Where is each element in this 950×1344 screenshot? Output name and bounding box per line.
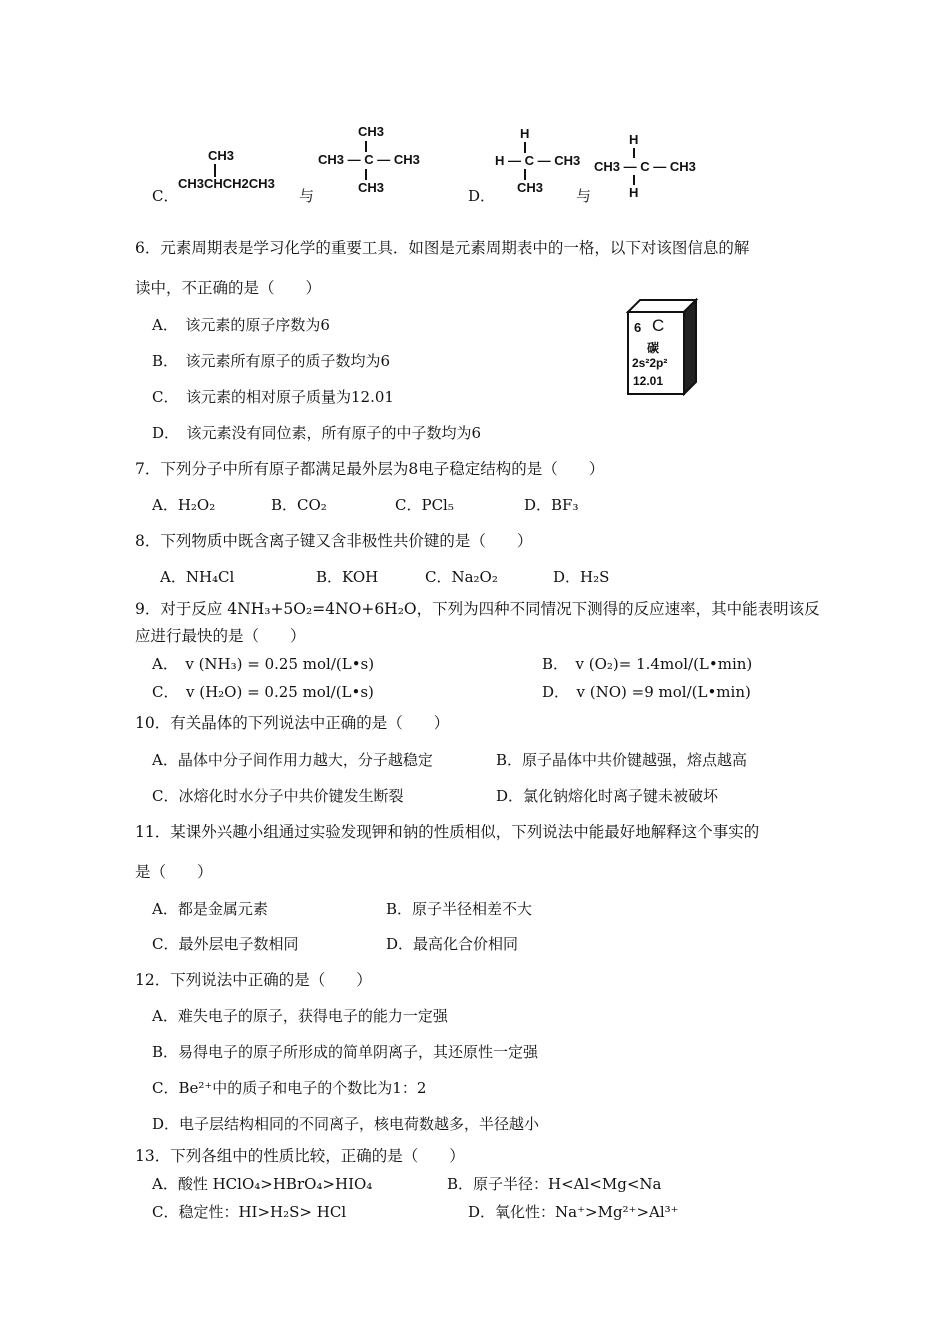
q11-option-a: A．都是金属元素 xyxy=(152,900,268,918)
cell-symbol: C xyxy=(652,316,665,335)
cell-electron-config: 2s²2p² xyxy=(632,356,668,370)
q8-option-c: C．Na₂O₂ xyxy=(425,568,498,586)
q13-option-b: B．原子半径：H<Al<Mg<Na xyxy=(447,1175,662,1193)
q12-option-d: D．电子层结构相同的不同离子，核电荷数越多，半径越小 xyxy=(152,1115,540,1133)
q13-option-c: C．稳定性：HI>H₂S> HCl xyxy=(152,1203,347,1221)
q6-stem-line2: 读中，不正确的是（ ） xyxy=(135,279,322,297)
q8-option-a: A．NH₄Cl xyxy=(160,568,235,586)
q5-c-right-bot: CH3 xyxy=(358,180,385,195)
cell-element-name: 碳 xyxy=(647,341,660,355)
cell-atomic-mass: 12.01 xyxy=(633,374,664,388)
q5-c-left-branch: CH3 xyxy=(208,148,235,163)
q6-option-a: A． 该元素的原子序数为6 xyxy=(152,316,330,334)
cell-atomic-number: 6 xyxy=(634,320,642,335)
q5-d-right-mid: CH3 — C — CH3 xyxy=(594,159,696,174)
q9-stem-line1: 9．对于反应 4NH₃+5O₂=4NO+6H₂O，下列为四种不同情况下测得的反应速率，其中能表明该反 xyxy=(135,600,820,618)
q7-option-d: D．BF₃ xyxy=(524,496,579,514)
q5-c-with: 与 xyxy=(299,187,315,205)
q13-option-a: A．酸性 HClO₄>HBrO₄>HIO₄ xyxy=(152,1175,373,1193)
q5-c-right-top: CH3 xyxy=(358,124,385,139)
q5-option-c-label: C． xyxy=(152,187,179,205)
q5-d-right-bot: H xyxy=(629,185,639,200)
q12-option-b: B．易得电子的原子所形成的简单阴离子，其还原性一定强 xyxy=(152,1043,539,1061)
q8-stem: 8．下列物质中既含离子键又含非极性共价键的是（ ） xyxy=(135,532,533,550)
q6-option-b: B． 该元素所有原子的质子数均为6 xyxy=(152,352,391,370)
q7-stem: 7．下列分子中所有原子都满足最外层为8电子稳定结构的是（ ） xyxy=(135,460,605,478)
q5-c-left-structure xyxy=(178,148,298,198)
q10-option-c: C．冰熔化时水分子中共价键发生断裂 xyxy=(152,787,404,805)
q8-option-d: D．H₂S xyxy=(553,568,610,586)
q6-option-d: D． 该元素没有同位素，所有原子的中子数均为6 xyxy=(152,424,482,442)
q12-stem: 12．下列说法中正确的是（ ） xyxy=(135,971,372,989)
q7-option-c: C．PCl₅ xyxy=(395,496,454,514)
q10-option-a: A．晶体中分子间作用力越大，分子越稳定 xyxy=(152,751,433,769)
q10-option-d: D．氯化钠熔化时离子键未被破坏 xyxy=(496,787,719,805)
q9-stem-line2: 应进行最快的是（ ） xyxy=(135,627,306,645)
q5-d-left-mid: H — C — CH3 xyxy=(495,153,581,168)
q6-stem-line1: 6．元素周期表是学习化学的重要工具．如图是元素周期表中的一格，以下对该图信息的解 xyxy=(135,239,750,257)
q13-stem: 13．下列各组中的性质比较，正确的是（ ） xyxy=(135,1147,465,1165)
q9-option-d: D． v (NO) =9 mol/(L•min) xyxy=(542,683,751,701)
q5-option-d-label: D． xyxy=(468,187,496,205)
q12-option-a: A．难失电子的原子，获得电子的能力一定强 xyxy=(152,1007,448,1025)
q7-option-b: B．CO₂ xyxy=(271,496,327,514)
q9-option-a: A． v (NH₃) = 0.25 mol/(L•s) xyxy=(152,655,375,673)
q8-option-b: B．KOH xyxy=(316,568,379,586)
q11-option-d: D．最高化合价相同 xyxy=(386,935,519,953)
q5-d-left-top: H xyxy=(520,126,530,141)
q5-d-with: 与 xyxy=(576,187,592,205)
q5-d-left-structure xyxy=(495,126,581,198)
q5-d-right-top: H xyxy=(629,132,639,147)
q10-stem: 10．有关晶体的下列说法中正确的是（ ） xyxy=(135,714,450,732)
q5-c-right-mid: CH3 — C — CH3 xyxy=(318,152,420,167)
q5-c-right-structure xyxy=(318,124,428,200)
q7-option-a: A．H₂O₂ xyxy=(152,496,216,514)
q11-stem-line2: 是（ ） xyxy=(135,863,213,881)
q6-option-c: C． 该元素的相对原子质量为12.01 xyxy=(152,388,394,406)
q5-d-left-bot: CH3 xyxy=(517,180,544,195)
q9-option-c: C． v (H₂O) = 0.25 mol/(L•s) xyxy=(152,683,374,701)
q12-option-c: C．Be²⁺中的质子和电子的个数比为1：2 xyxy=(152,1079,427,1097)
q11-stem-line1: 11．某课外兴趣小组通过实验发现钾和钠的性质相似，下列说法中能最好地解释这个事实的 xyxy=(135,823,760,841)
q11-option-b: B．原子半径相差不大 xyxy=(386,900,533,918)
q10-option-b: B．原子晶体中共价键越强，熔点越高 xyxy=(496,751,748,769)
periodic-table-cell xyxy=(626,298,698,396)
q13-option-d: D．氧化性：Na⁺>Mg²⁺>Al³⁺ xyxy=(468,1203,679,1221)
q11-option-c: C．最外层电子数相同 xyxy=(152,935,299,953)
q9-option-b: B． v (O₂)= 1.4mol/(L•min) xyxy=(542,655,753,673)
q5-d-right-structure xyxy=(594,132,694,202)
q5-c-left-chain: CH3CHCH2CH3 xyxy=(178,176,275,191)
